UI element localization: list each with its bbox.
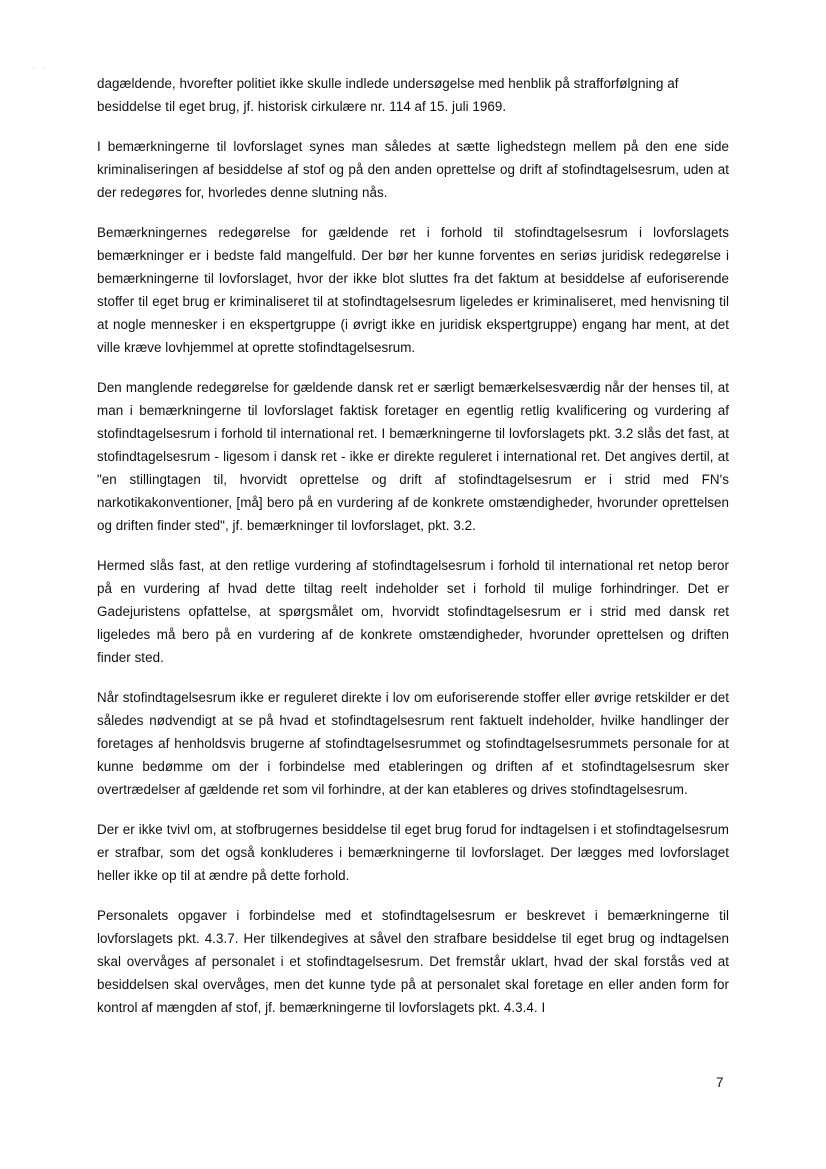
paragraph-7: Der er ikke tvivl om, at stofbrugernes besiddelse til eget brug forud for indtagelsen i et stofindtagelsesrum er strafbar, som det også konkluderes i bemærkningerne til lovforslaget. Der lægges med lovforslaget heller ikke op til at ændre på dette forhold. [97,822,729,883]
paragraph-2: I bemærkningerne til lovforslaget synes man således at sætte lighedstegn mellem på den ene side kriminaliseringen af besiddelse af stof og på den anden oprettelse og drift af stofindtagelsesrum, uden at der redegøres for, hvorledes denne slutning nås. [97,139,729,200]
document-body [97,72,729,1036]
paragraph-5: Hermed slås fast, at den retlige vurdering af stofindtagelsesrum i forhold til international ret netop beror på en vurdering af hvad dette tiltag reelt indeholder set i forhold til mulige forhindringer. Det er Gadejuristens opfattelse, at spørgsmålet om, hvorvidt stofindtagelsesrum er i strid med dansk ret ligeledes må bero på en vurdering af de konkrete omstændigheder, hvorunder oprettelsen og driften finder sted. [97,558,729,665]
paragraph-1: dagældende, hvorefter politiet ikke skulle indlede undersøgelse med henblik på strafforfølgning af besiddelse til eget brug, jf. historisk cirkulære nr. 114 af 15. juli 1969. [97,76,679,114]
paragraph-6: Når stofindtagelsesrum ikke er reguleret direkte i lov om euforiserende stoffer eller øvrige retskilder er det således nødvendigt at se på hvad et stofindtagelsesrum rent faktuelt indeholder, hvilke handlinger der foretages af henholdsvis brugerne af stofindtagelsesrummet og stofindtagelsesrummets personale for at kunne bedømme om der i forbindelse med etableringen og driften af et stofindtagelsesrum sker overtrædelser af gældende ret som vil forhindre, at der kan etableres og drives stofindtagelsesrum. [97,690,729,797]
paragraph-3: Bemærkningernes redegørelse for gældende ret i forhold til stofindtagelsesrum i lovforslagets bemærkninger er i bedste fald mangelfuld. Der bør her kunne forventes en seriøs juridisk redegørelse i bemærkningerne til lovforslaget, hvor der ikke blot sluttes fra det faktum at besiddelse af euforiserende stoffer til eget brug er kriminaliseret til at stofindtagelsesrum ligeledes er kriminaliseret, med henvisning til at nogle mennesker i en ekspertgruppe (i øvrigt ikke en juridisk ekspertgruppe) engang har ment, at det ville kræve lovhjemmel at oprette stofindtagelsesrum. [97,225,729,355]
scan-specks: · · [33,66,46,72]
paragraph-8: Personalets opgaver i forbindelse med et stofindtagelsesrum er beskrevet i bemærkningerne til lovforslagets pkt. 4.3.7. Her tilkendegives at såvel den strafbare besiddelse til eget brug og indtagelsen skal overvåges af personalet i et stofindtagelsesrum. Det fremstår uklart, hvad der skal forstås ved at besiddelsen skal overvåges, men det kunne tyde på at personalet skal foretage en eller anden form for kontrol af mængden af stof, jf. bemærkningerne til lovforslagets pkt. 4.3.4. I [97,908,729,1015]
paragraph-4: Den manglende redegørelse for gældende dansk ret er særligt bemærkelsesværdig når der henses til, at man i bemærkningerne til lovforslaget faktisk foretager en egentlig retlig kvalificering og vurdering af stofindtagelsesrum i forhold til international ret. I bemærkningerne til lovforslagets pkt. 3.2 slås det fast, at stofindtagelsesrum - ligesom i dansk ret - ikke er direkte reguleret i international ret. Det angives dertil, at "en stillingtagen til, hvorvidt oprettelse og drift af stofindtagelsesrum er i strid med FN's narkotikakonventioner, [må] bero på en vurdering af de konkrete omstændigheder, hvorunder oprettelsen og driften finder sted", jf. bemærkninger til lovforslaget, pkt. 3.2. [97,380,729,533]
page-number: 7 [716,1075,724,1090]
